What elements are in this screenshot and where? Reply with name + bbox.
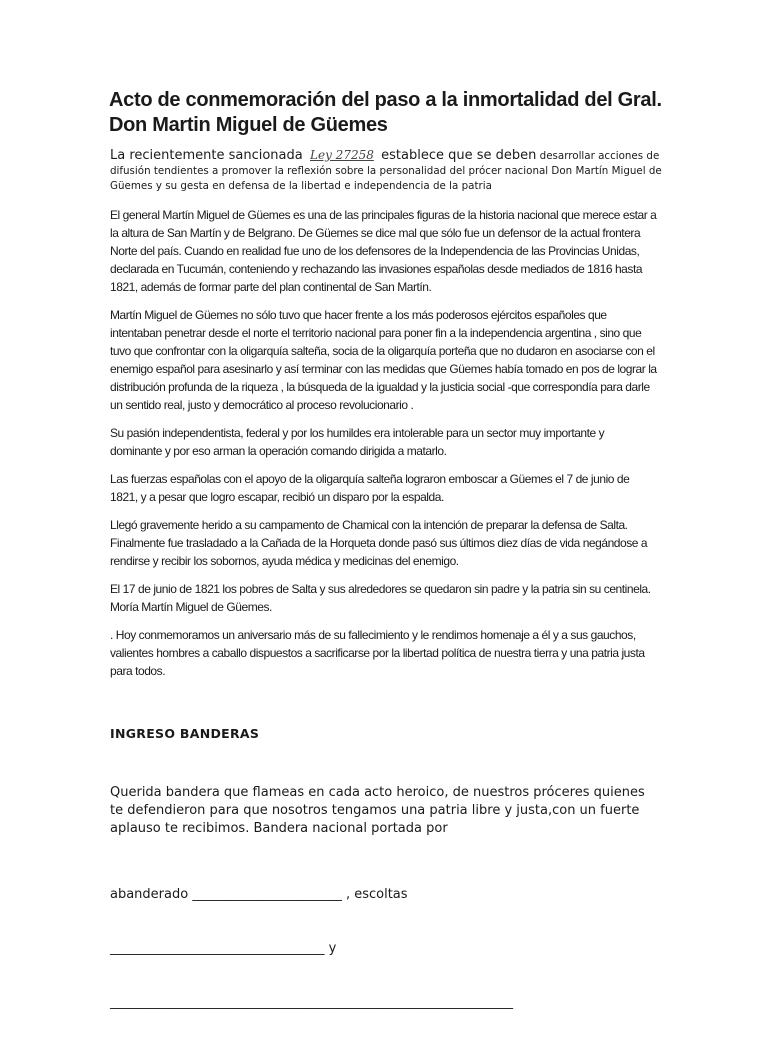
paragraph-6: El 17 de junio de 1821 los pobres de Salta y sus alrededores se quedaron sin padre y la patria sin su centinela. Moría Martín Miguel de Güemes.: [110, 582, 651, 614]
paragraph-7: . Hoy conmemoramos un aniversario más de su fallecimiento y le rendimos homenaje a él y a sus gauchos, valientes hombres a caballo dispuestos a sacrificarse por la libertad política de nuestra tierra y una patria justa para todos.: [110, 628, 645, 678]
intro-rest: desarrollar acciones de difusión tendientes a promover la reflexión sobre la personalidad del prócer nacional Don Martín Miguel de Güemes y su gesta en defensa de la libertad e independencia de la patria: [110, 150, 662, 192]
flag-paragraph: Querida bandera que flameas en cada acto heroico, de nuestros próceres quienes te defendieron para que nosotros tengamos una patria libre y justa,con un fuerte aplauso te recibimos. Bandera nacional portada por: [110, 785, 645, 836]
intro-paragraph: [110, 148, 670, 194]
blank-line-1: abanderado _______________________ , escoltas: [110, 887, 408, 902]
paragraph-2: Martín Miguel de Güemes no sólo tuvo que hacer frente a los más poderosos ejércitos españoles que intentaban penetrar desde el norte el territorio nacional para poner fin a la independencia argentina , sino que tuvo que confrontar con la oligarquía salteña, socia de la oligarquía porteña que no dudaron en asociarse con el enemigo español para asesinarlo y así terminar con las medidas que Güemes había tomado en pos de lograr la distribución profunda de la riqueza , la búsqueda de la igualdad y la justicia social -que correspondía para darle un sentido real, justo y democrático al proceso revolucionario .: [110, 308, 657, 412]
body-text: [110, 206, 658, 690]
blank-line-3: ______________________________________________________________: [110, 995, 513, 1010]
intro-middle: establece que se deben: [381, 148, 537, 163]
fill-in-blanks: [110, 850, 570, 1048]
document-title: Acto de conmemoración del paso a la inmortalidad del Gral. Don Martin Miguel de Güemes: [109, 89, 662, 136]
blank-line-2: _________________________________ y: [110, 941, 337, 956]
paragraph-5: Llegó gravemente herido a su campamento de Chamical con la intención de preparar la defensa de Salta. Finalmente fue trasladado a la Cañada de la Horqueta donde pasó sus últimos diez días de vida negándose a rendirse y recibir los sobornos, ayuda médica y medicinas del enemigo.: [110, 518, 648, 568]
section-heading: INGRESO BANDERAS: [110, 726, 260, 741]
paragraph-4: Las fuerzas españolas con el apoyo de la oligarquía salteña lograron emboscar a Güemes el 7 de junio de 1821, y a pesar que logro escapar, recibió un disparo por la espalda.: [110, 472, 630, 504]
paragraph-3: Su pasión independentista, federal y por los humildes era intolerable para un sector muy importante y dominante y por eso arman la operación comando dirigida a matarlo.: [110, 426, 605, 458]
law-reference-link[interactable]: Ley 27258: [310, 148, 374, 162]
paragraph-1: El general Martín Miguel de Güemes es una de las principales figuras de la historia nacional que merece estar a la altura de San Martín y de Belgrano. De Güemes se dice mal que sólo fue un defensor de la actual frontera Norte del país. Cuando en realidad fue uno de los defensores de la Independencia de las Provincias Unidas, declarada en Tucumán, conteniendo y rechazando las invasiones españolas desde mediados de 1816 hasta 1821, además de formar parte del plan continental de San Martín.: [110, 208, 657, 294]
intro-lead: La recientemente sancionada: [110, 148, 303, 163]
